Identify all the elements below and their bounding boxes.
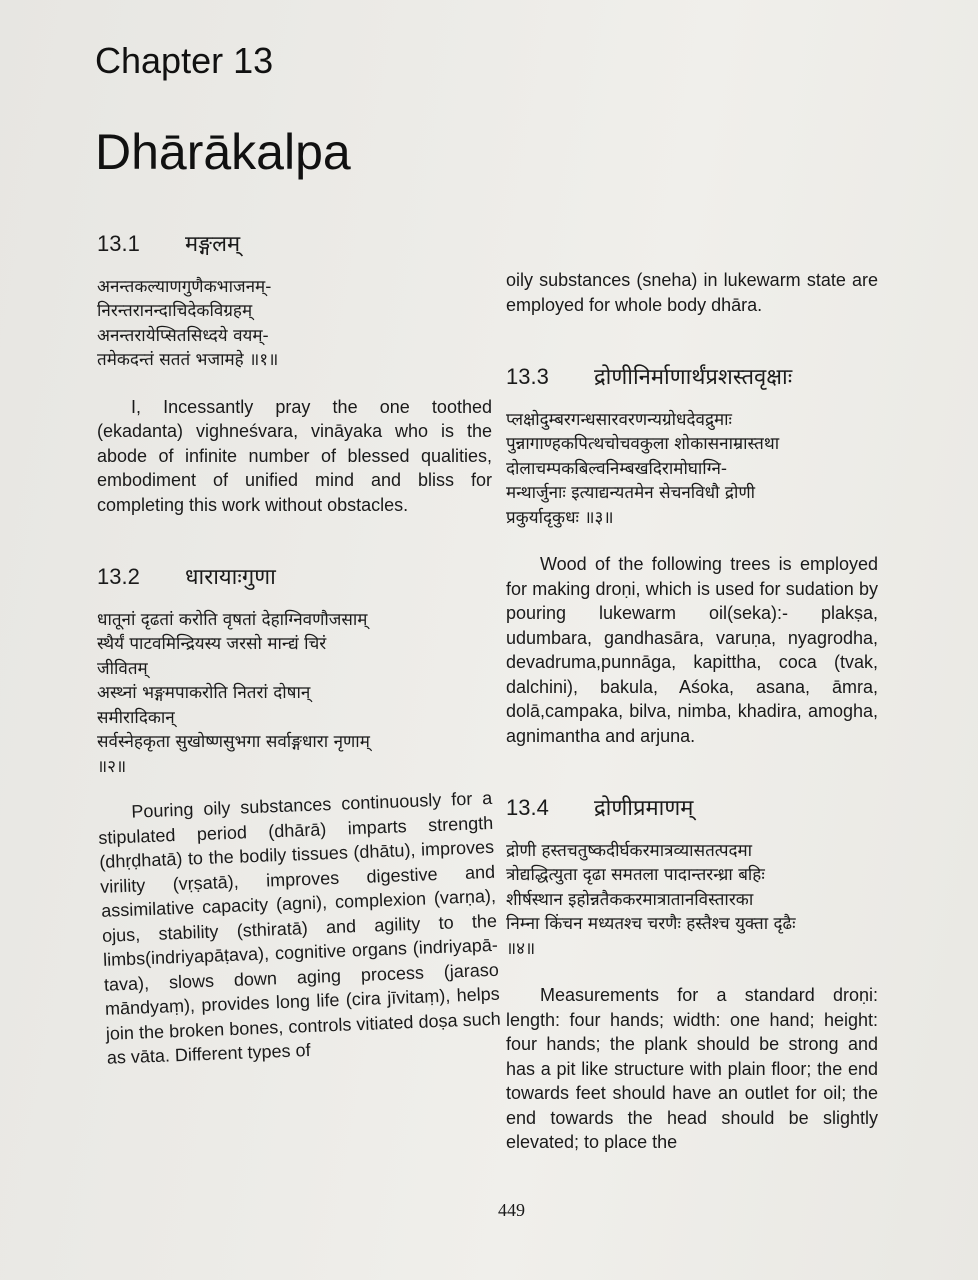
translation-paragraph-1: I, Incessantly pray the one toothed (ekadanta) vighneśvara, vināyaka who is the abode of infinite number of blessed qualities, embodiment of unified mind and bliss for completing this work without obstacles. bbox=[97, 396, 492, 515]
translation-paragraph-2: Pouring oily substances continuously for a stipulated period (dhārā) imparts strength (dhṛḍhatā) to the bodily tissues (dhātu), improves virility (vṛṣatā), improves digestive and assimilative capacity (agni), complexion (varṇa), ojus, stability (sthiratā) and agility to the limbs(indriyapāṭava), cognitive organs (indriyapā- tava), slows down aging process (jaraso māndyaṃ), provides long life (cira jīvitaṃ), helps join the broken bones, controls vitiated doṣa such as vāta. Different types of bbox=[98, 787, 502, 1068]
translation-paragraph-3: Wood of the following trees is employed for making droṇi, which is used for sudation by pouring lukewarm oil(seka):- plakṣa, udumbara, gandhasāra, varuṇa, nyagrodha, devadruma,punnāga, kapittha, coca (tvak, dalchini), bakula, Aśoka, asana, āmra, dolā,campaka, bilva, nimba, khadira, amogha, agnimantha and arjuna. bbox=[506, 554, 878, 746]
section-heading-13-1 bbox=[97, 232, 492, 257]
section-number: 13.3 bbox=[506, 364, 549, 389]
section-number: 13.1 bbox=[97, 231, 140, 256]
chapter-label: Chapter 13 bbox=[95, 40, 274, 81]
section-heading-13-4 bbox=[506, 796, 878, 821]
right-column bbox=[506, 268, 878, 1155]
section-title: धारायाःगुणा bbox=[185, 564, 276, 589]
section-title: मङ्गलम् bbox=[185, 231, 241, 256]
section-title: द्रोणीप्रमाणम् bbox=[594, 795, 694, 820]
continued-paragraph: oily substances (sneha) in lukewarm state are employed for whole body dhāra. bbox=[506, 270, 878, 315]
translation-paragraph-4: Measurements for a standard droṇi: length: four hands; width: one hand; height: four hands; the plank should be strong and has a pit like structure with plain floor; the end towards feet should have an outlet for oil; the end towards the head should be slightly elevated; to place the bbox=[506, 985, 878, 1152]
sanskrit-verse-3: प्लक्षोदुम्बरगन्धसारवरणन्यग्रोधदेवद्रुमाः पुन्नागाण्हकपित्थचोचवकुला शोकासनाम्रास्तथा दोलाचम्पकबिल्वनिम्बखदिरामोघाग्नि- मन्थार्जुनाः इत्याद्यन्यतमेन सेचनविधौ द्रोणी प्रकुर्यादृकुधः ॥३॥ bbox=[506, 409, 780, 528]
sanskrit-verse-1: अनन्तकल्याणगुणैकभाजनम्- निरन्तरानन्दाचिदेकविग्रहम् अनन्तरायेप्सितसिध्दये वयम्- तमेकदन्तं सततं भजामहे ॥१॥ bbox=[97, 276, 279, 370]
section-heading-13-2 bbox=[97, 565, 492, 590]
sanskrit-verse-2: धातूनां दृढतां करोति वृषतां देहाग्निवणौजसाम् स्थैर्यं पाटवमिन्द्रियस्य जरसो मान्द्यं चिरं जीवितम् अस्थ्नां भङ्गमपाकरोति नितरां दोषान् समीरादिकान् सर्वस्नेहकृता सुखोष्णसुभगा सर्वाङ्गधारा नृणाम् ॥२॥ bbox=[97, 609, 370, 777]
left-column bbox=[97, 231, 502, 1071]
chapter-title: Dhārākalpa bbox=[95, 124, 351, 180]
section-number: 13.2 bbox=[97, 564, 140, 589]
section-heading-13-3 bbox=[506, 365, 878, 390]
section-title: द्रोणीनिर्माणार्थंप्रशस्तवृक्षाः bbox=[594, 364, 793, 389]
page-number: 449 bbox=[498, 1200, 525, 1220]
section-number: 13.4 bbox=[506, 795, 549, 820]
sanskrit-verse-4: द्रोणी हस्तचतुष्कदीर्घकरमात्रव्यासतत्पदमा त्रोद्यद्धित्युता दृढा समतला पादान्तरन्ध्रा बहिः शीर्षस्थान इहोन्नतैककरमात्रातानविस्तारका निम्ना किंचन मध्यतश्च चरणैः हस्तैश्च युक्ता दृढैः ॥४॥ bbox=[506, 840, 796, 959]
